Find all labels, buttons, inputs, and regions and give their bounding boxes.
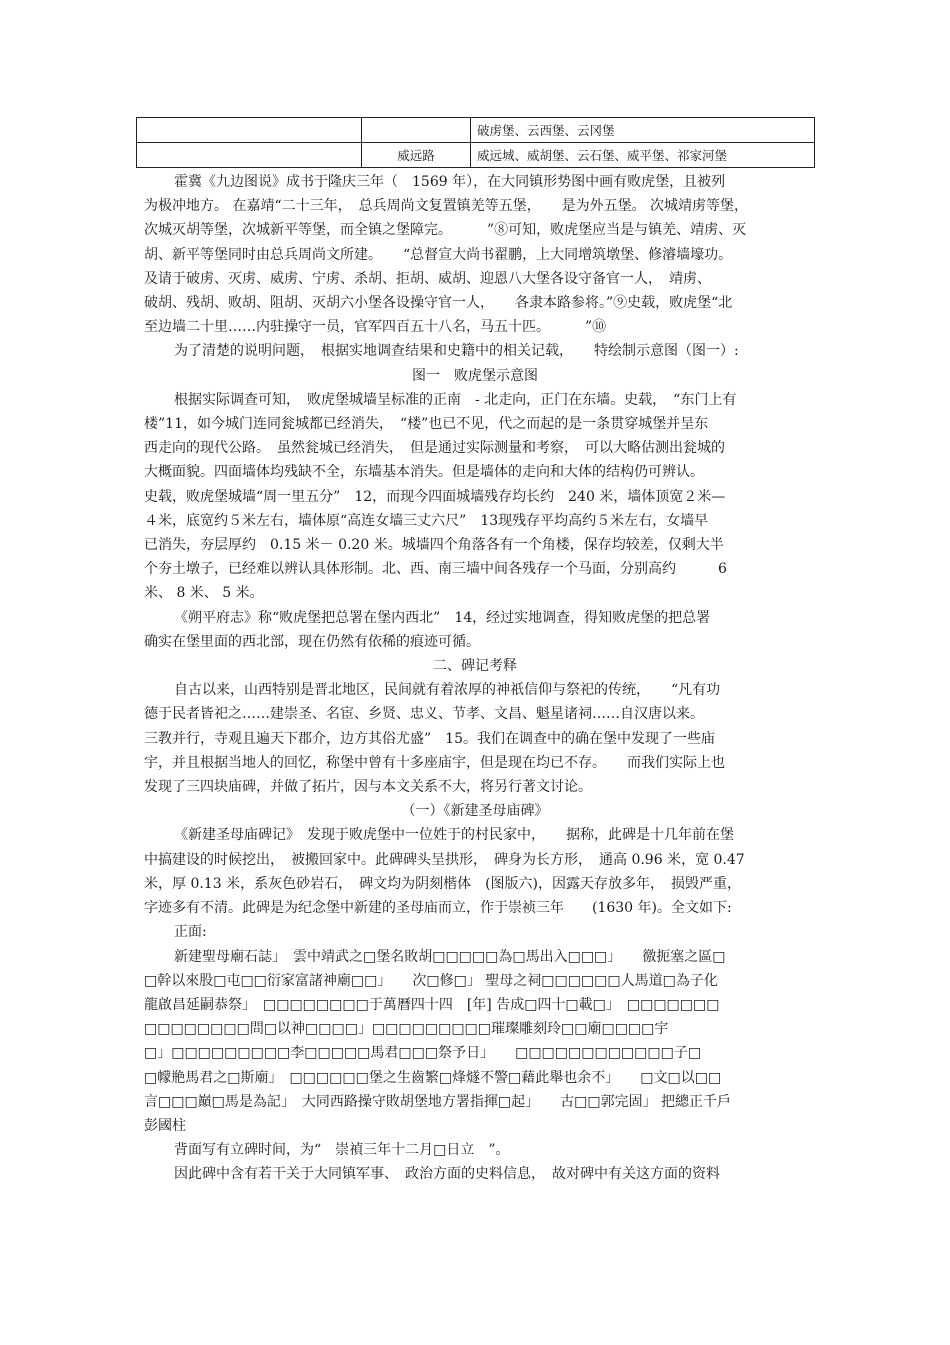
text-line: 背面写有立碑时间，为“ 崇禎三年十二月□日立 ”。 [174,1142,510,1159]
text-line: 确实在堡里面的西北部，现在仍然有依稀的痕迹可循。 [144,633,480,650]
table-cell [137,118,362,143]
table-cell-road: 威远路 [362,143,471,168]
table-cell [137,143,362,168]
text-line: 大概面貌。四面墙体均残缺不全，东墙基本消失。但是墙体的走向和大体的结构仍可辨认。 [144,464,704,481]
inscription-line: 龍啟昌延嗣恭祭」 □□□□□□□□于萬曆四十四 [年] 告成□四十□載□」 □□□□□□□ [144,996,720,1013]
text-line: 宇，并且根据当地人的回忆，称堡中曾有十多座庙宇，但是现在均已不存。 而我们实际上也 [144,754,725,771]
text-line: 三教并行，寺观且遍天下郡介，边方其俗尤盛” 15。我们在调查中的确在堡中发现了一些庙 [144,730,715,747]
text-line: 霍冀《九边图说》成书于隆庆三年（ 1569 年），在大同镇形势图中画有败虎堡，且被列 [174,174,726,190]
text-line: 字迹多有不清。此碑是为纪念堡中新建的圣母庙而立，作于崇祯三年 (1630 年)。全文如下: [144,900,732,917]
text-line: 根据实际调查可知， 败虎堡城墙呈标准的正南 - 北走向，正门在东墙。史载， “东门上有 [174,391,737,408]
text-line: 及请于破虏、灭虏、威虏、宁虏、杀胡、拒胡、威胡、迎恩八大堡各设守备官一人， 靖虏、 [144,270,711,287]
fort-table [136,117,815,168]
table-cell-road [362,118,471,143]
text-line: 次城灭胡等堡，次城新平等堡，而全镇之堡障完。 ”⑧可知，败虎堡应当是与镇羌、靖虏、灭 [144,222,747,239]
inscription-line: 新建聖母廟石誌」 雲中靖武之□堡名敗胡□□□□□為□馬出入□□□」 徼扼塞之區□ [174,948,726,965]
text-line: ４米，底宽约５米左右，墙体原“高连女墙三丈六尺” 13现残存平均高约５米左右，女墙早 [144,512,709,529]
text-line: 破胡、残胡、败胡、阻胡、灭胡六小堡各设操守官一人， 各隶本路参将。”⑨史载，败虎堡“北 [144,295,733,312]
text-line: 楼”11，如今城门连同瓮城都已经消失， “楼”也已不见，代之而起的是一条贯穿城堡并呈东 [144,416,709,433]
section-heading: 二、碑记考释 [433,658,517,675]
text-line: 个夯土墩子，已经难以辨认具体形制。北、西、南三墙中间各残存一个马面，分别高约 6 [144,561,727,578]
figure-caption: 图一 败虎堡示意图 [412,367,538,384]
text-line: 中搞建设的时候挖出， 被搬回家中。此碑碑头呈拱形， 碑身为长方形， 通高 0.96 米，宽 0.47 [144,851,745,868]
text-line: 《朔平府志》称“败虎堡把总署在堡内西北” 14，经过实地调查，得知败虎堡的把总署 [174,609,711,626]
body-text [144,170,806,1187]
inscription-line: □幪艵馬君之□斯廟」 □□□□□□堡之生齒繁□烽燧不警□藉此舉也余不」 □文□以□□ [144,1069,722,1086]
text-line: 因此碑中含有若干关于大同镇军事、 政治方面的史料信息， 故对碑中有关这方面的资料 [174,1166,720,1183]
text-line: 至边墙二十里……内驻操守一员，官军四百五十八名，马五十匹。 ”⑩ [144,319,607,336]
table-row [137,118,815,143]
text-line: 胡、新平等堡同时由总兵周尚文所建。 “总督宣大尚书翟鹏，上大同增筑墩堡、修濬墙壕功。 [144,246,733,263]
text-line: 正面: [174,924,207,941]
table-cell-forts: 威远城、威胡堡、云石堡、威平堡、祁家河堡 [471,143,815,168]
text-line: 已消失，夯层厚约 0.15 米－ 0.20 米。城墙四个角落各有一个角楼，保存均较差，仅剩大半 [144,537,724,554]
inscription-line: □幹以來股□屯□□衍家富諸神廟□□」 次□修□」 聖母之祠□□□□□□人馬道□為子化 [144,972,718,989]
text-line: 德于民者皆祀之……建崇圣、名宦、乡贤、忠义、节孝、文昌、魁星诸祠……自汉唐以来。 [144,706,704,723]
inscription-line: □□□□□□□□問□以神□□□□」□□□□□□□□□璀璨雕刻玲□□廟□□□□宇 [144,1021,669,1038]
table-cell-forts: 破虏堡、云西堡、云冈堡 [471,118,815,143]
text-line: 米，厚 0.13 米，系灰色砂岩石， 碑文均为阴刻楷体 (图版六)，因露天存放多年， 损毁严重， [144,875,741,892]
text-line: 发现了三四块庙碑，并做了拓片，因与本文关系不大，将另行著文讨论。 [144,779,592,796]
text-line: 米、 8 米、 5 米。 [144,585,264,602]
text-line: 《新建圣母庙碑记》 发现于败虎堡中一位姓于的村民家中， 据称，此碑是十几年前在堡 [174,827,734,844]
inscription-line: □」□□□□□□□□□李□□□□□馬君□□□祭予日」 □□□□□□□□□□□□子□ [144,1045,702,1062]
subsection-heading: （一）《新建圣母庙碑》 [401,803,549,820]
inscription-line: 言□□□巔□馬是為記」 大同西路操守敗胡堡地方署指揮□起」 古□□郭完固」 把總正千戶 [144,1093,732,1110]
text-line: 为了清楚的说明问题， 根据实地调查结果和史籍中的相关记载， 特绘制示意图（图一）: [174,343,739,360]
text-line: 为极冲地方。 在嘉靖“二十三年， 总兵周尚文复置镇羌等五堡， 是为外五堡。 次城靖虏等堡， [144,198,749,215]
text-line: 西走向的现代公路。 虽然瓮城已经消失， 但是通过实际测量和考察， 可以大略估测出瓮城的 [144,440,725,457]
text-line: 史载，败虎堡城墙“周一里五分” 12，而现今四面城墙残存均长约 240 米，墙体顶宽２米— [144,488,726,505]
inscription-line: 彭國柱 [144,1117,186,1134]
table-row [137,143,815,168]
text-line: 自古以来，山西特别是晋北地区，民间就有着浓厚的神祇信仰与祭祀的传统， “凡有功 [174,682,721,699]
